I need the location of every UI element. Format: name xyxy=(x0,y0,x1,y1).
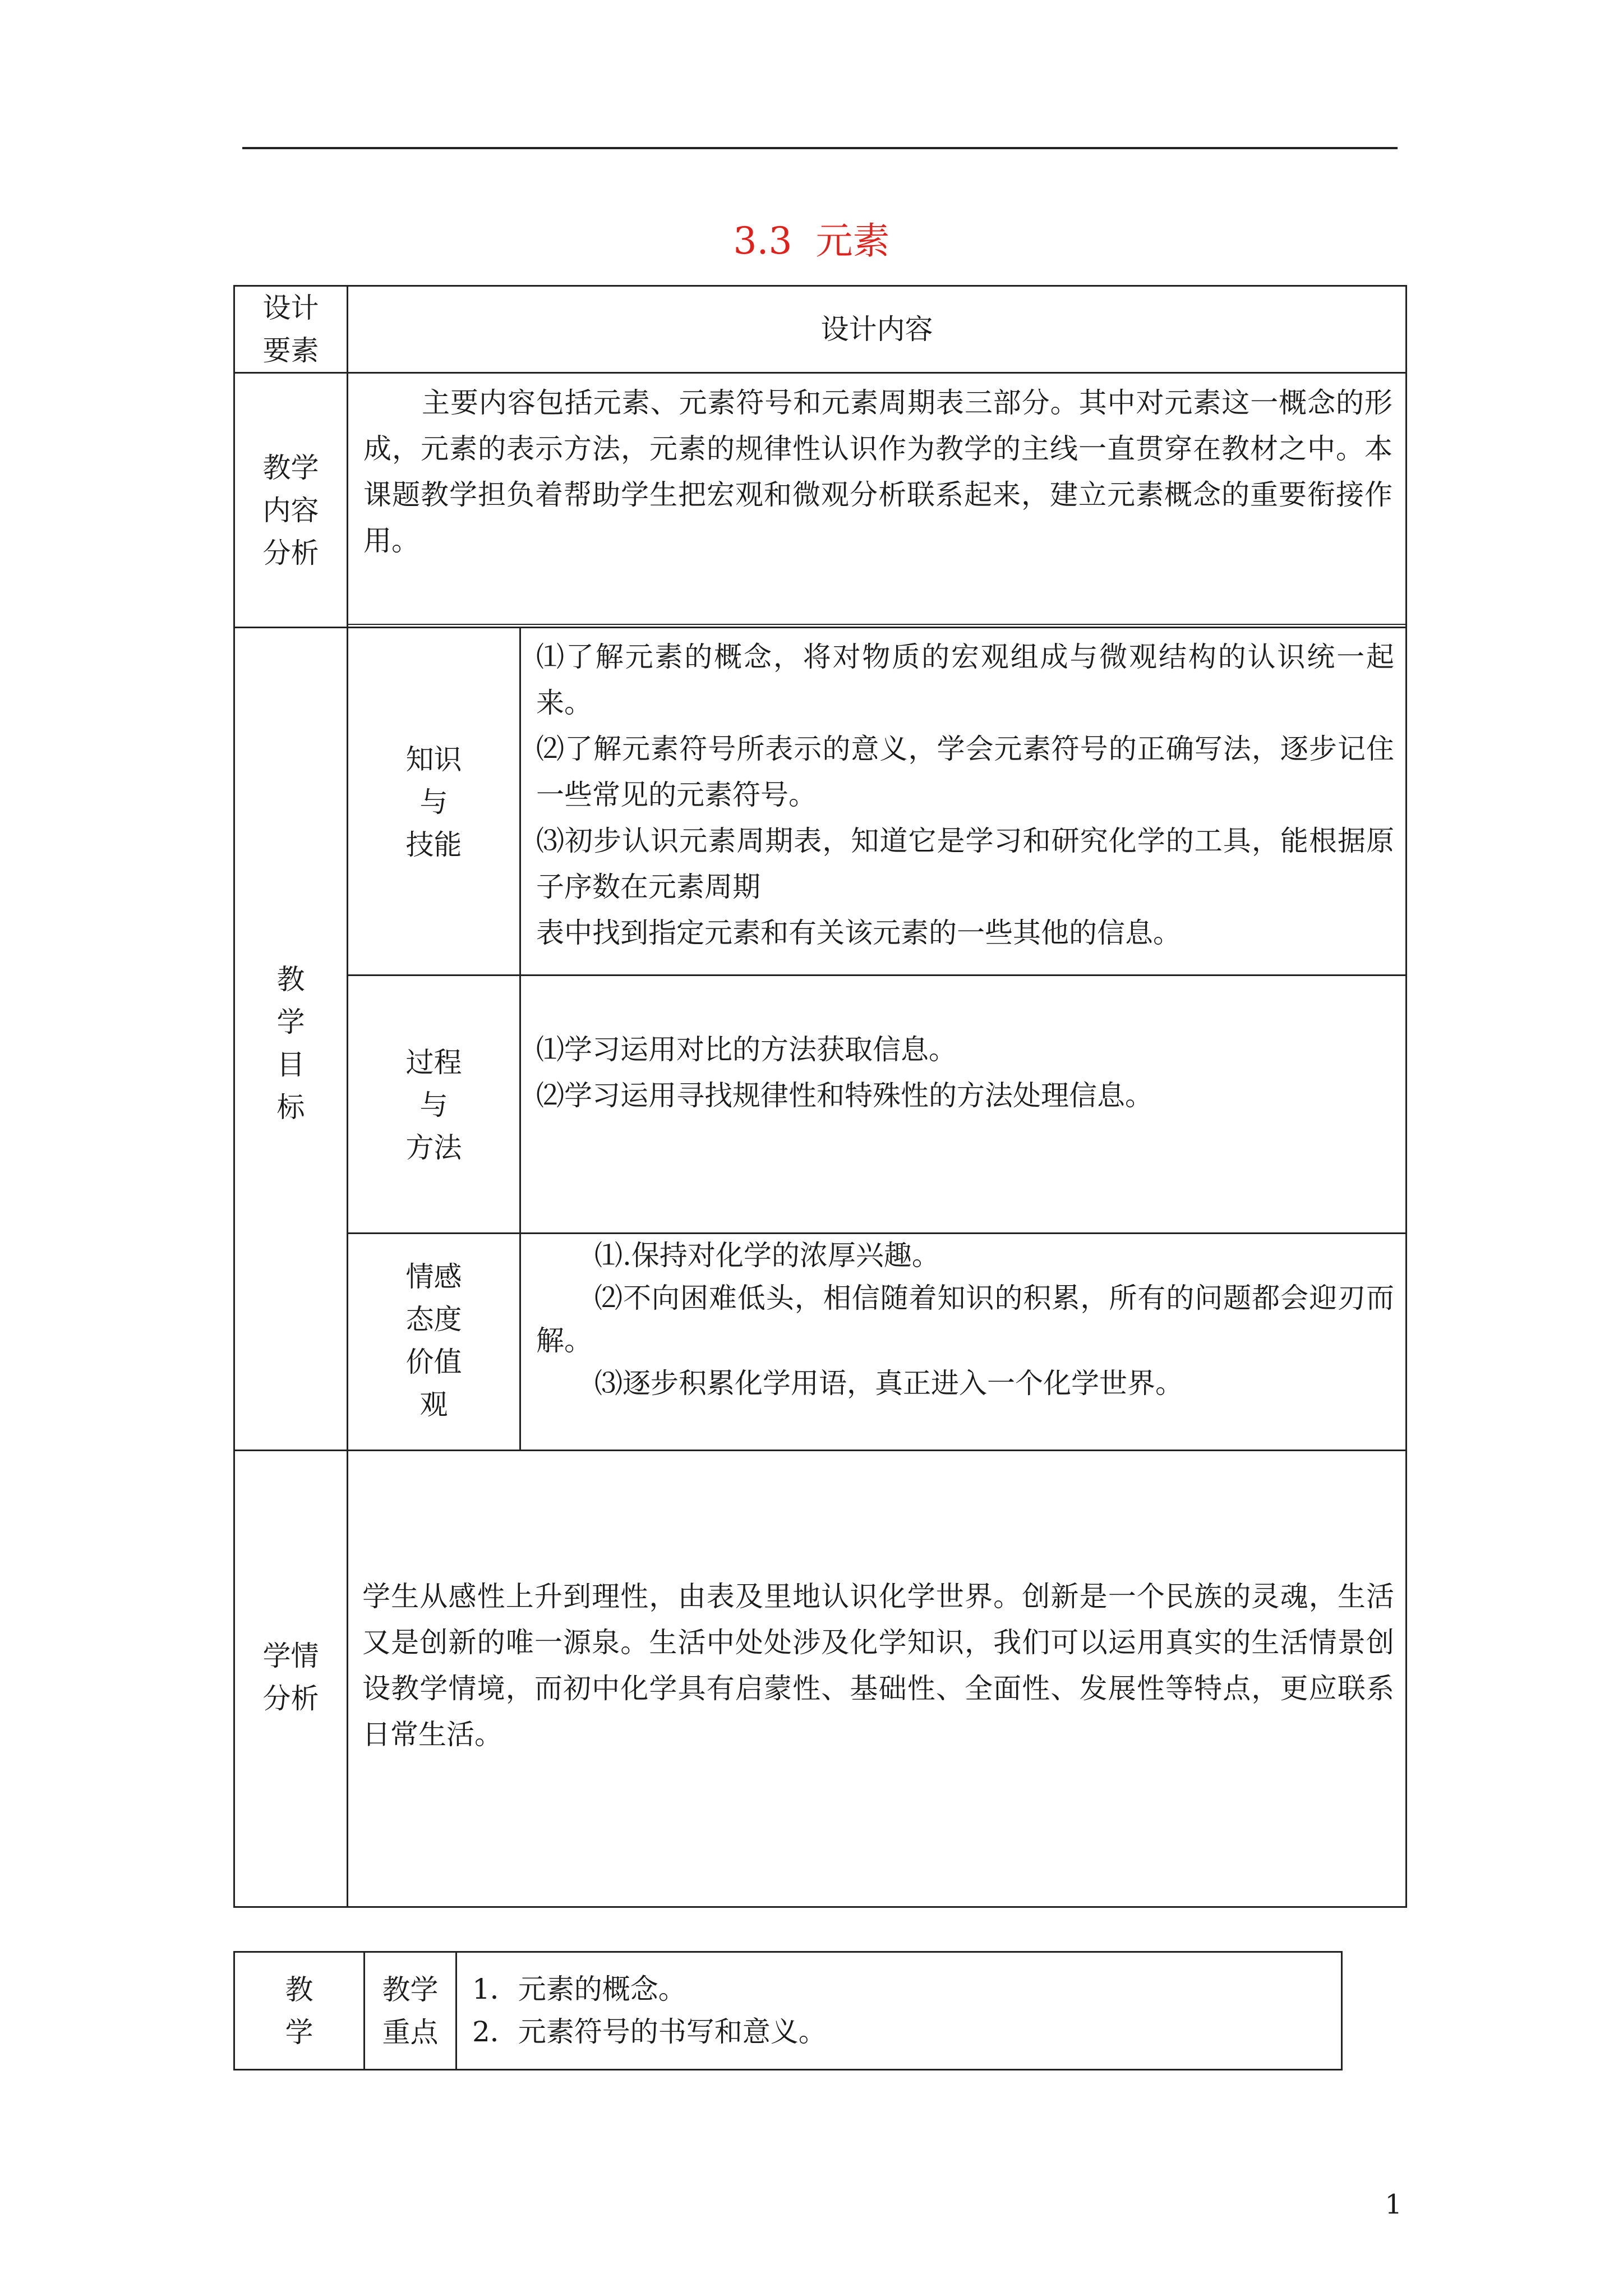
header-design-content: 设计内容 xyxy=(820,313,933,346)
page-title: 3.3 元素 xyxy=(733,219,890,263)
table-border xyxy=(233,2069,1343,2070)
list-item: ⑴了解元素的概念，将对物质的宏观组成与微观结构的认识统一起来。 xyxy=(536,641,1394,719)
content-analysis-text: 主要内容包括元素、元素符号和元素周期表三部分。其中对元素这一概念的形成，元素的表示方法，元素的规律性认识作为教学的主线一直贯穿在教材之中。本课题教学担负着帮助学生把宏观和微观分析联系起来，建立元素概念的重要衔接作用。 xyxy=(363,386,1393,557)
key-points-list xyxy=(472,1968,1325,2053)
objectives-label: 教 学 目 标 xyxy=(276,963,305,1124)
list-item: 2．元素符号的书写和意义。 xyxy=(472,2016,827,2048)
header-design-element: 设计 要素 xyxy=(262,292,319,367)
table-border xyxy=(455,1951,457,2070)
emotion-attitude-values-label: 情感 态度 价值 观 xyxy=(405,1260,462,1421)
content-analysis-label: 教学 内容 分析 xyxy=(262,452,319,569)
learner-analysis-text: 学生从感性上升到理性，由表及里地认识化学世界。创新是一个民族的灵魂，生活又是创新的唯一源泉。生活中处处涉及化学知识，我们可以运用真实的生活情景创设教学情境，而初中化学具有启蒙性、基础性、全面性、发展性等特点，更应联系日常生活。 xyxy=(362,1580,1394,1751)
list-item: ⑴学习运用对比的方法获取信息。 xyxy=(536,1033,957,1066)
table-border xyxy=(1341,1951,1343,2070)
knowledge-skills-label: 知识 与 技能 xyxy=(405,743,462,861)
process-method-label: 过程 与 方法 xyxy=(405,1046,462,1164)
page-number: 1 xyxy=(1385,2189,1402,2220)
list-item: 表中找到指定元素和有关该元素的一些其他的信息。 xyxy=(536,917,1181,949)
list-item: 1．元素的概念。 xyxy=(472,1973,686,2005)
list-item: ⑴.保持对化学的浓厚兴趣。 xyxy=(594,1239,940,1272)
list-item: ⑵学习运用寻找规律性和特殊性的方法处理信息。 xyxy=(536,1079,1153,1112)
teaching-label: 教 学 xyxy=(285,1973,313,2049)
list-item: ⑶初步认识元素周期表，知道它是学习和研究化学的工具，能根据原子序数在元素周期 xyxy=(536,825,1394,903)
list-item: ⑵了解元素符号所表示的意义，学会元素符号的正确写法，逐步记住一些常见的元素符号。 xyxy=(536,733,1394,811)
key-points-label: 教学 重点 xyxy=(382,1973,439,2049)
list-item: ⑶逐步积累化学用语，真正进入一个化学世界。 xyxy=(594,1367,1183,1400)
list-item: ⑵不向困难低头，相信随着知识的积累，所有的问题都会迎刃而解。 xyxy=(536,1282,1394,1357)
learner-analysis-label: 学情 分析 xyxy=(262,1640,319,1715)
